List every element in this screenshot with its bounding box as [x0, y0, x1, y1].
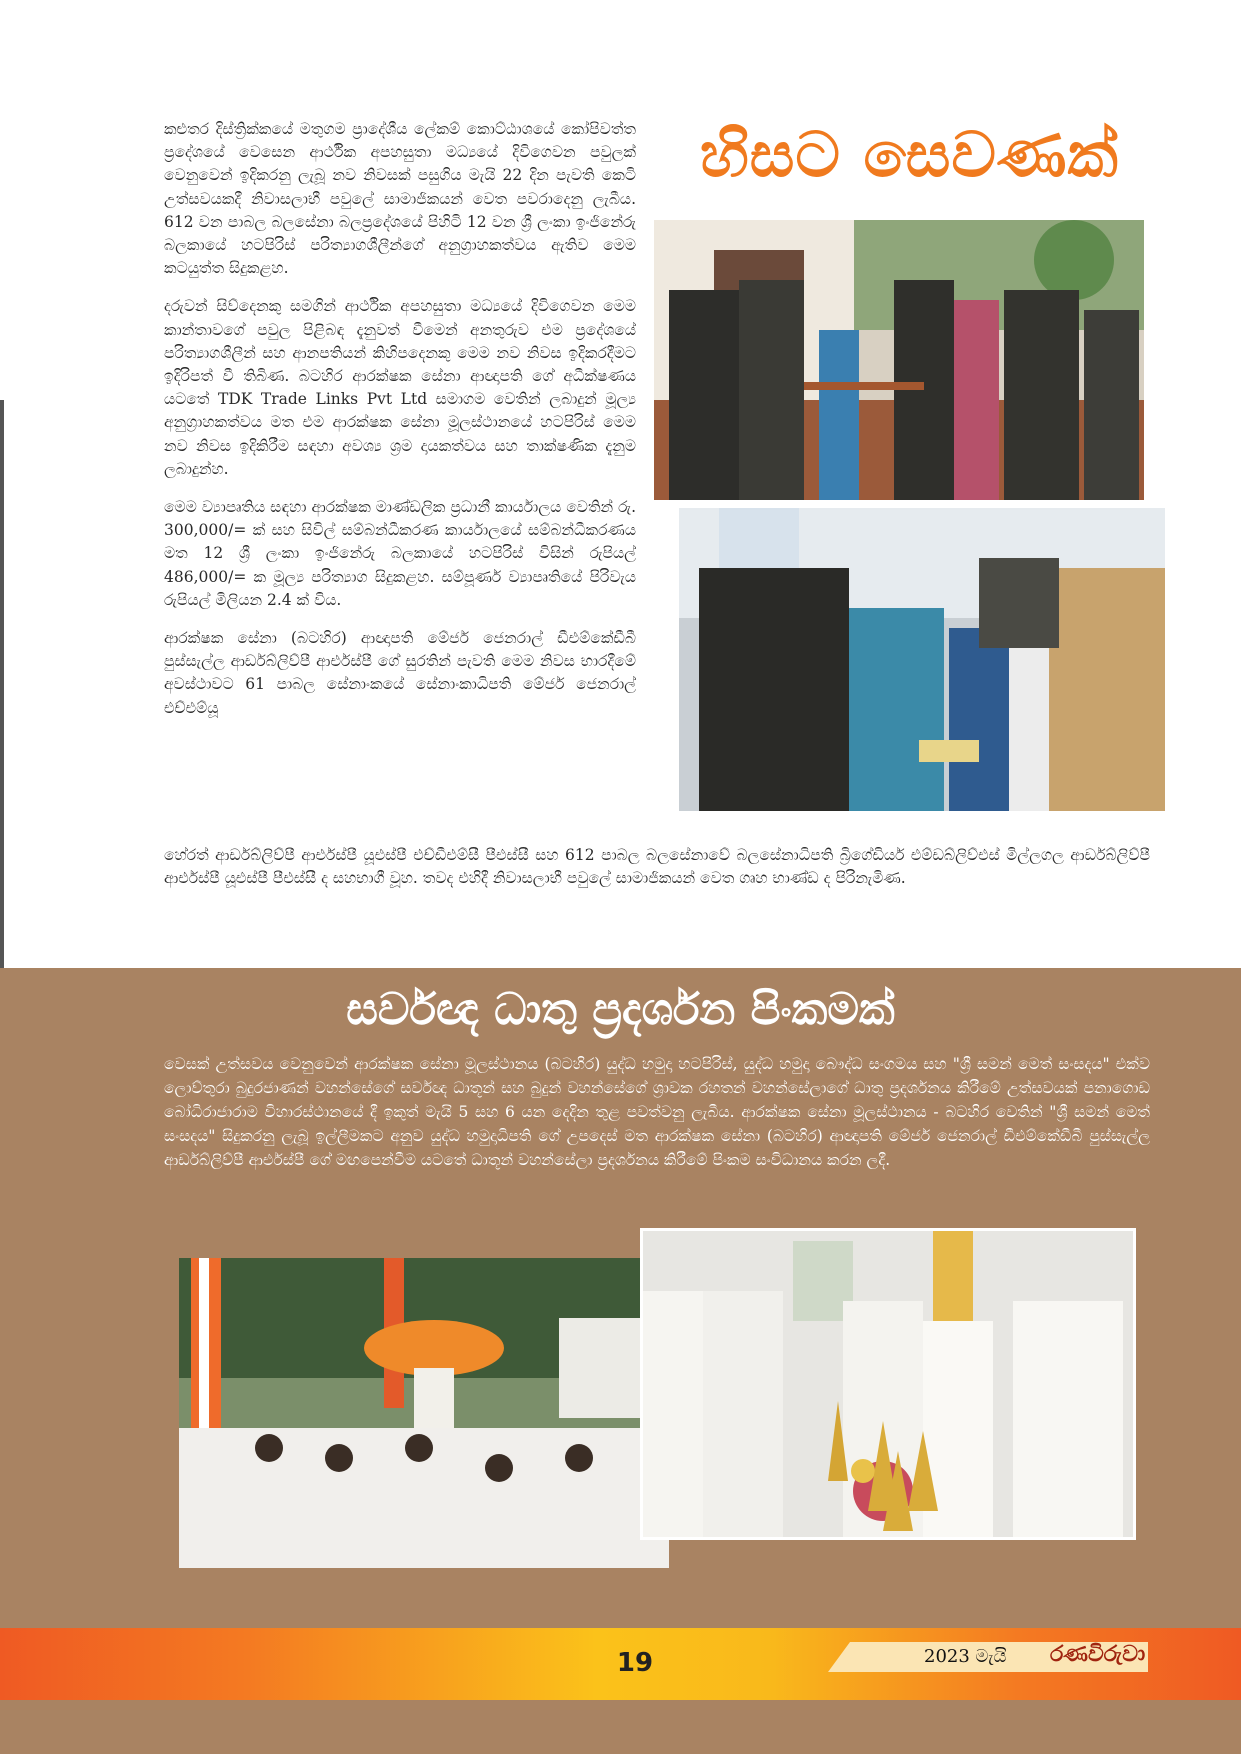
article1-continuation: හේරත් ආර්ඩබ්ලිව්පී ආර්එස්පී යූඑස්පී එච්ඩීඑම්සී පීඑස්සී සහ 612 පාබල බලසේනාවේ බලසේනාධිපති බ්‍රිගේඩියර් එම්ඩබ්ලිව්එස් මිල්ලගල ආර්ඩබ්ලිව්පී ආර්එස්පී යූඑස්පී පීඑස්සී ද සහභාගී වූහ. තවද එහිදී නිවාසලාභී පවුලේ සාමාජිකයන් වෙත ගෘහ භාණ්ඩ ද පිරිනැමිණ. — [164, 846, 1150, 888]
article1-body — [164, 118, 636, 735]
article1-paragraph-4: ආරක්ෂක සේනා (බටහිර) ආඥාපති මේජර් ජෙනරාල් ඩීඑම්කේඩීබී පුස්සැල්ල ආර්ඩබ්ලිව්පී ආර්එස්පී ගේ සුරතින් පැවති මෙම නිවස භාරදීමේ අවස්ථාවට 61 පාබල සේනාංකයේ සේනාංකාධිපති මේජර් ජෙනරාල් එච්එම්යූ — [164, 629, 636, 717]
gift-handover-photo — [679, 508, 1165, 811]
article1-title: හිසට සෙවණක් — [700, 118, 1119, 191]
article2-body: වෙසක් උත්සවය වෙනුවෙන් ආරක්ෂක සේනා මූලස්ථානය (බටහිර) යුද්ධ හමුදා හටපිරිස්, යුද්ධ හමුදා බෞද්ධ සංගමය සහ "ශ්‍රී සමන් මෙත් සංසදය" එක්ව ලොව්තුරා බුදුරජාණන් වහන්සේගේ සර්වඥ ධාතූන් සහ බුදුන් වහන්සේගේ ශ්‍රාවක රහතන් වහන්සේලාගේ ධාතු ප්‍රදර්ශනය කිරීමේ උත්සවයක් පනාගොඩ බෝධිරාජාරාම විහාරස්ථානයේ දී ඉකුත් මැයි 5 සහ 6 යන දෙදින තුළ පවත්වනු ලැබීය. ආරක්ෂක සේනා මූලස්ථානය - බටහිර වෙතින් "ශ්‍රී සමන් මෙත් සංසදය" සිදුකරනු ලැබූ ඉල්ලීමකට අනුව යුද්ධ හමුදාධිපති ගේ උපදෙස් මත ආරක්ෂක සේනා (බටහිර) ආඥාපති මේජර් ජෙනරාල් ඩීඑම්කේඩීබී පුස්සැල්ල ආර්ඩබ්ලිව්පී ආර්එස්පී ගේ මඟපෙන්වීම යටතේ ධාතූන් වහන්සේලා ප්‍රදර්ශනය කිරීමේ පිංකම සංවිධානය කරන ලදී. — [164, 1055, 1150, 1169]
article2-title: සර්වඥ ධාතු ප්‍රදර්ශන පිංකමක් — [346, 984, 895, 1035]
magazine-brand: රණවිරුවා — [1050, 1642, 1146, 1667]
page-edge-shadow — [0, 400, 4, 968]
article1-paragraph-1: කළුතර දිස්ත්‍රික්කයේ මතුගම ප්‍රාදේශීය ලේකම් කොට්ඨාශයේ කෝපිවත්ත ප්‍රදේශයේ වෙසෙන ආර්ථික අපහසුතා මධ්‍යයේ දිවිගෙවන පවුලක් වෙනුවෙන් ඉදිකරනු ලැබූ නව නිවසක් පසුගිය මැයි 22 දින පැවති කෙටි උත්සවයකදී නිවාසලාභී පවුලේ සාමාජිකයන් වෙත පවරාදෙනු ලැබීය. 612 වන පාබල බලසේනා බලප්‍රදේශයේ පිහිටි 12 වන ශ්‍රී ලංකා ඉංජිනේරු බලකායේ හටපිරිස් පරිත්‍යාගශීලීන්ගේ අනුග්‍රාහකත්වය ඇතිව මෙම කටයුත්ත සිදුකළහ. — [164, 120, 636, 278]
issue-date: 2023 මැයි — [924, 1646, 1007, 1667]
bottom-strip — [0, 1700, 1241, 1754]
relic-procession-photo — [179, 1258, 669, 1568]
article1-paragraph-2: දරුවන් සිව්දෙනකු සමගින් ආර්ථික අපහසුතා මධ්‍යයේ දිවිගෙවන මෙම කාන්තාවගේ පවුල පිළිබඳ දැනුවත් වීමෙන් අනතුරුව එම ප්‍රදේශයේ පරිත්‍යාගශීලීන් සහ ආනපතියන් කිහිපදෙනකු මෙම නව නිවස ඉදිකරදීමට ඉදිරිපත් වී තිබිණ. බටහිර ආරක්ෂක සේනා ආඥාපති ගේ අධීක්ෂණය යටතේ TDK Trade Links Pvt Ltd සමාගම වෙතින් ලබාදුන් මූල්‍ය අනුග්‍රාහකත්වය මත එම ආරක්ෂක සේනා මූලස්ථානයේ හටපිරිස් මෙම නව නිවස ඉදිකිරීම සඳහා අවශ්‍ය ශ්‍රම දායකත්වය සහ තාක්ෂණික දැනුම ලබාදුන්හ. — [164, 297, 636, 478]
house-handover-photo — [654, 220, 1144, 500]
article1-paragraph-3: මෙම ව්‍යාපෘතිය සඳහා ආරක්ෂක මාණ්ඩලික ප්‍රධානී කාර්යාලය වෙතින් රු. 300,000/= ක් සහ සිවිල් සම්බන්ධීකරණ කාර්යාලයේ සම්බන්ධීකරණය මත 12 ශ්‍රී ලංකා ඉංජිනේරු බලකායේ හටපිරිස් විසින් රුපියල් 486,000/= ක මූල්‍ය පරිත්‍යාග සිදුකළහ. සම්පූර්ණ ව්‍යාපෘතියේ පිරිවැය රුපියල් මිලියන 2.4 ක් විය. — [164, 498, 636, 609]
relic-veneration-photo — [640, 1228, 1136, 1540]
page-number: 19 — [616, 1648, 654, 1678]
